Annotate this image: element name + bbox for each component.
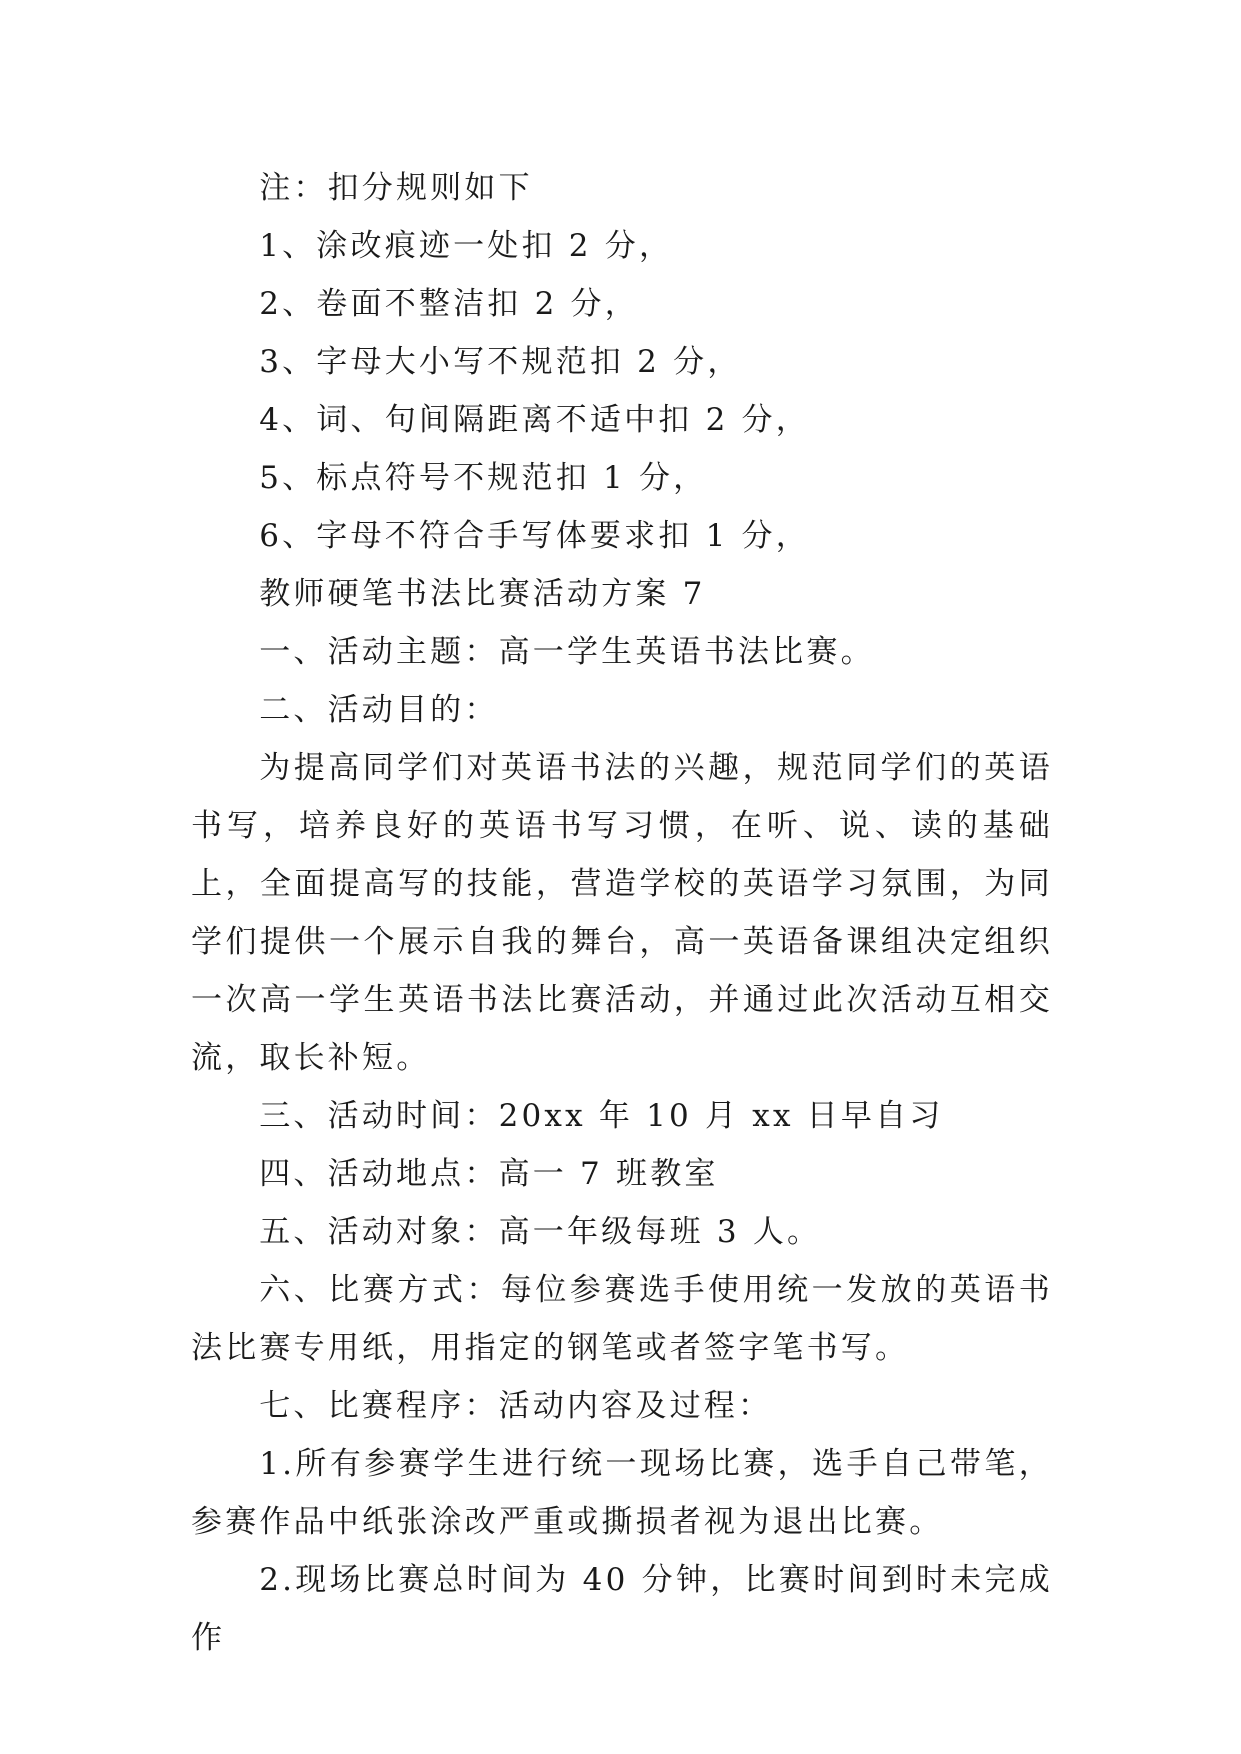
rule-item-3: 3、字母大小写不规范扣 2 分，: [259, 344, 742, 380]
activity-participants: 五、活动对象：高一年级每班 3 人。: [259, 1214, 822, 1250]
competition-method: 六、比赛方式：每位参赛选手使用统一发放的英语书法比赛专用纸，用指定的钢笔或者签字笔书写。: [191, 1272, 1053, 1366]
rule-item-1: 1、涂改痕迹一处扣 2 分，: [259, 228, 674, 264]
activity-time: 三、活动时间：20xx 年 10 月 xx 日早自习: [259, 1098, 944, 1134]
activity-theme: 一、活动主题：高一学生英语书法比赛。: [259, 634, 875, 670]
deduction-rules-heading: 注：扣分规则如下: [259, 170, 533, 206]
activity-purpose-heading: 二、活动目的：: [259, 692, 499, 728]
section-title: 教师硬笔书法比赛活动方案 7: [259, 576, 706, 612]
rule-item-2: 2、卷面不整洁扣 2 分，: [259, 286, 639, 322]
procedure-step-1: 1.所有参赛学生进行统一现场比赛，选手自己带笔，参赛作品中纸张涂改严重或撕损者视为退出比赛。: [191, 1446, 1053, 1540]
rule-item-4: 4、词、句间隔距离不适中扣 2 分，: [259, 402, 810, 438]
activity-location: 四、活动地点：高一 7 班教室: [259, 1156, 719, 1192]
rule-item-6: 6、字母不符合手写体要求扣 1 分，: [259, 518, 810, 554]
document-body: [191, 159, 1053, 1667]
rule-item-5: 5、标点符号不规范扣 1 分，: [259, 460, 708, 496]
competition-procedure-heading: 七、比赛程序：活动内容及过程：: [259, 1388, 773, 1424]
activity-purpose-text: 为提高同学们对英语书法的兴趣，规范同学们的英语书写，培养良好的英语书写习惯，在听、说、读的基础上，全面提高写的技能，营造学校的英语学习氛围，为同学们提供一个展示自我的舞台，高一英语备课组决定组织一次高一学生英语书法比赛活动，并通过此次活动互相交流，取长补短。: [191, 750, 1053, 1076]
procedure-step-2: 2.现场比赛总时间为 40 分钟，比赛时间到时未完成作: [191, 1562, 1053, 1656]
